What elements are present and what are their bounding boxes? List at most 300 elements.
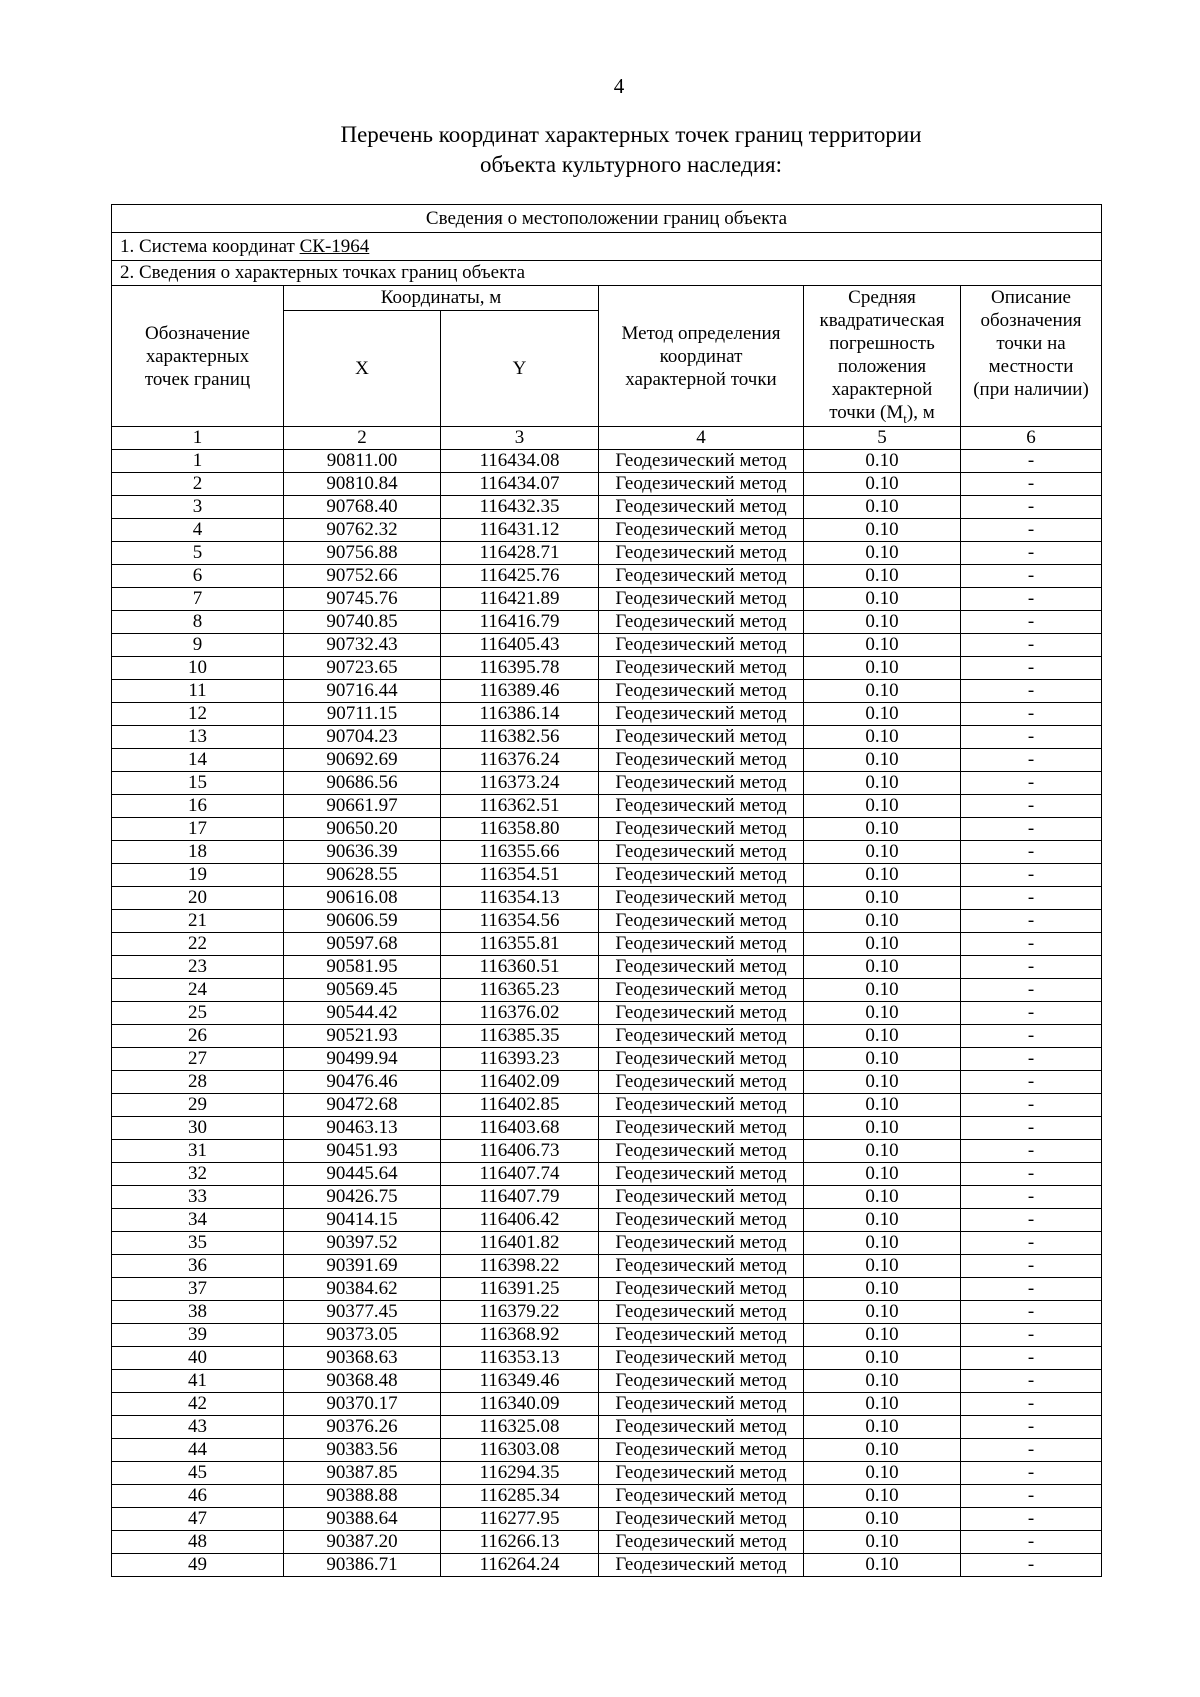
- cell-point: 23: [112, 956, 284, 979]
- cell-x: 90463.13: [284, 1117, 441, 1140]
- table-row: [112, 703, 1102, 726]
- cell-x: 90521.93: [284, 1025, 441, 1048]
- cell-y: 116353.13: [441, 1347, 599, 1370]
- cell-description: -: [961, 519, 1102, 542]
- cell-x: 90606.59: [284, 910, 441, 933]
- cell-y: 116431.12: [441, 519, 599, 542]
- cell-description: -: [961, 1508, 1102, 1531]
- cell-error: 0.10: [804, 1002, 961, 1025]
- col-header-y: Y: [441, 311, 599, 427]
- cell-error: 0.10: [804, 1301, 961, 1324]
- cell-method: Геодезический метод: [599, 1232, 804, 1255]
- cell-y: 116376.02: [441, 1002, 599, 1025]
- table-row: [112, 1370, 1102, 1393]
- table-row: [112, 1531, 1102, 1554]
- cell-point: 26: [112, 1025, 284, 1048]
- col-header-x: X: [284, 311, 441, 427]
- col-number: 5: [804, 427, 961, 450]
- cell-method: Геодезический метод: [599, 1462, 804, 1485]
- document-title: [0, 120, 1200, 180]
- cell-description: -: [961, 1531, 1102, 1554]
- cell-point: 29: [112, 1094, 284, 1117]
- table-row: [112, 1117, 1102, 1140]
- cell-method: Геодезический метод: [599, 450, 804, 473]
- cell-description: -: [961, 933, 1102, 956]
- cell-x: 90716.44: [284, 680, 441, 703]
- cell-method: Геодезический метод: [599, 1393, 804, 1416]
- cell-y: 116277.95: [441, 1508, 599, 1531]
- cell-error: 0.10: [804, 1071, 961, 1094]
- cell-y: 116402.85: [441, 1094, 599, 1117]
- cell-description: -: [961, 496, 1102, 519]
- cell-error: 0.10: [804, 519, 961, 542]
- cell-y: 116266.13: [441, 1531, 599, 1554]
- cell-description: -: [961, 887, 1102, 910]
- cell-point: 32: [112, 1163, 284, 1186]
- cell-method: Геодезический метод: [599, 1439, 804, 1462]
- table-row: [112, 565, 1102, 588]
- cell-x: 90384.62: [284, 1278, 441, 1301]
- cell-error: 0.10: [804, 1186, 961, 1209]
- cell-y: 116365.23: [441, 979, 599, 1002]
- cell-x: 90711.15: [284, 703, 441, 726]
- cell-description: -: [961, 703, 1102, 726]
- cell-error: 0.10: [804, 1416, 961, 1439]
- col-number: 3: [441, 427, 599, 450]
- cell-x: 90745.76: [284, 588, 441, 611]
- cell-y: 116354.13: [441, 887, 599, 910]
- cell-x: 90387.85: [284, 1462, 441, 1485]
- cell-x: 90544.42: [284, 1002, 441, 1025]
- cell-error: 0.10: [804, 956, 961, 979]
- table-row: [112, 1094, 1102, 1117]
- cell-description: -: [961, 542, 1102, 565]
- cell-description: -: [961, 1439, 1102, 1462]
- cell-y: 116385.35: [441, 1025, 599, 1048]
- cell-x: 90723.65: [284, 657, 441, 680]
- cell-y: 116325.08: [441, 1416, 599, 1439]
- cell-description: -: [961, 1094, 1102, 1117]
- cell-method: Геодезический метод: [599, 1347, 804, 1370]
- cell-x: 90686.56: [284, 772, 441, 795]
- cell-error: 0.10: [804, 680, 961, 703]
- cell-y: 116386.14: [441, 703, 599, 726]
- cell-description: -: [961, 680, 1102, 703]
- cell-description: -: [961, 818, 1102, 841]
- table-row: [112, 1347, 1102, 1370]
- table-row: [112, 887, 1102, 910]
- cell-error: 0.10: [804, 726, 961, 749]
- cell-method: Геодезический метод: [599, 726, 804, 749]
- coordinate-system-name: СК-1964: [299, 235, 370, 257]
- cell-x: 90499.94: [284, 1048, 441, 1071]
- cell-y: 116407.79: [441, 1186, 599, 1209]
- table-row: [112, 1232, 1102, 1255]
- table-body: [112, 450, 1102, 1577]
- cell-method: Геодезический метод: [599, 634, 804, 657]
- cell-method: Геодезический метод: [599, 1255, 804, 1278]
- cell-description: -: [961, 726, 1102, 749]
- cell-y: 116406.42: [441, 1209, 599, 1232]
- cell-error: 0.10: [804, 1278, 961, 1301]
- cell-point: 1: [112, 450, 284, 473]
- title-line-2: объекта культурного наследия:: [479, 152, 783, 177]
- cell-description: -: [961, 611, 1102, 634]
- col-header-error-sub: t: [903, 410, 907, 426]
- table-row: [112, 1439, 1102, 1462]
- cell-method: Геодезический метод: [599, 864, 804, 887]
- cell-x: 90445.64: [284, 1163, 441, 1186]
- cell-x: 90692.69: [284, 749, 441, 772]
- cell-description: -: [961, 1071, 1102, 1094]
- table-row: [112, 1186, 1102, 1209]
- cell-method: Геодезический метод: [599, 1071, 804, 1094]
- table-row: [112, 657, 1102, 680]
- cell-y: 116407.74: [441, 1163, 599, 1186]
- cell-method: Геодезический метод: [599, 887, 804, 910]
- table-row: [112, 956, 1102, 979]
- cell-y: 116398.22: [441, 1255, 599, 1278]
- cell-method: Геодезический метод: [599, 1531, 804, 1554]
- cell-method: Геодезический метод: [599, 956, 804, 979]
- table-row: [112, 749, 1102, 772]
- cell-error: 0.10: [804, 795, 961, 818]
- cell-error: 0.10: [804, 1324, 961, 1347]
- cell-point: 43: [112, 1416, 284, 1439]
- cell-x: 90472.68: [284, 1094, 441, 1117]
- cell-method: Геодезический метод: [599, 703, 804, 726]
- cell-y: 116434.07: [441, 473, 599, 496]
- cell-description: -: [961, 795, 1102, 818]
- cell-y: 116403.68: [441, 1117, 599, 1140]
- table-row: [112, 473, 1102, 496]
- cell-method: Геодезический метод: [599, 841, 804, 864]
- cell-method: Геодезический метод: [599, 1186, 804, 1209]
- table-row: [112, 450, 1102, 473]
- table-row: [112, 542, 1102, 565]
- cell-point: 30: [112, 1117, 284, 1140]
- cell-point: 20: [112, 887, 284, 910]
- cell-y: 116362.51: [441, 795, 599, 818]
- cell-error: 0.10: [804, 749, 961, 772]
- cell-y: 116340.09: [441, 1393, 599, 1416]
- cell-point: 49: [112, 1554, 284, 1577]
- cell-y: 116382.56: [441, 726, 599, 749]
- table-row: [112, 1462, 1102, 1485]
- table-row: [112, 1324, 1102, 1347]
- cell-point: 34: [112, 1209, 284, 1232]
- cell-point: 4: [112, 519, 284, 542]
- cell-method: Геодезический метод: [599, 1485, 804, 1508]
- cell-description: -: [961, 772, 1102, 795]
- cell-y: 116354.56: [441, 910, 599, 933]
- cell-point: 9: [112, 634, 284, 657]
- cell-description: -: [961, 841, 1102, 864]
- section-2-header: 2. Сведения о характерных точках границ объекта: [112, 261, 1102, 286]
- cell-y: 116402.09: [441, 1071, 599, 1094]
- cell-error: 0.10: [804, 818, 961, 841]
- cell-method: Геодезический метод: [599, 680, 804, 703]
- cell-error: 0.10: [804, 1117, 961, 1140]
- table-row: [112, 1209, 1102, 1232]
- col-header-error-suffix: ), м: [906, 402, 935, 423]
- cell-method: Геодезический метод: [599, 818, 804, 841]
- cell-point: 5: [112, 542, 284, 565]
- cell-description: -: [961, 1301, 1102, 1324]
- cell-x: 90383.56: [284, 1439, 441, 1462]
- cell-x: 90752.66: [284, 565, 441, 588]
- cell-y: 116354.51: [441, 864, 599, 887]
- cell-error: 0.10: [804, 772, 961, 795]
- cell-x: 90391.69: [284, 1255, 441, 1278]
- cell-method: Геодезический метод: [599, 1508, 804, 1531]
- cell-y: 116368.92: [441, 1324, 599, 1347]
- cell-method: Геодезический метод: [599, 565, 804, 588]
- cell-point: 17: [112, 818, 284, 841]
- table-row: [112, 772, 1102, 795]
- cell-y: 116389.46: [441, 680, 599, 703]
- cell-method: Геодезический метод: [599, 1416, 804, 1439]
- cell-x: 90397.52: [284, 1232, 441, 1255]
- cell-method: Геодезический метод: [599, 1002, 804, 1025]
- cell-method: Геодезический метод: [599, 772, 804, 795]
- cell-error: 0.10: [804, 611, 961, 634]
- cell-method: Геодезический метод: [599, 519, 804, 542]
- cell-x: 90373.05: [284, 1324, 441, 1347]
- column-number-row: [112, 427, 1102, 450]
- cell-error: 0.10: [804, 565, 961, 588]
- cell-point: 48: [112, 1531, 284, 1554]
- table-row: [112, 1163, 1102, 1186]
- cell-error: 0.10: [804, 841, 961, 864]
- coordinate-system-row: [112, 233, 1102, 261]
- cell-point: 45: [112, 1462, 284, 1485]
- cell-description: -: [961, 1393, 1102, 1416]
- cell-error: 0.10: [804, 1347, 961, 1370]
- coordinates-table: [111, 204, 1102, 1577]
- cell-x: 90569.45: [284, 979, 441, 1002]
- cell-point: 18: [112, 841, 284, 864]
- cell-y: 116395.78: [441, 657, 599, 680]
- col-header-point: Обозначение характерных точек границ: [112, 286, 284, 427]
- cell-error: 0.10: [804, 542, 961, 565]
- cell-method: Геодезический метод: [599, 496, 804, 519]
- cell-method: Геодезический метод: [599, 1554, 804, 1577]
- col-header-method: Метод определения координат характерной точки: [599, 286, 804, 427]
- cell-point: 7: [112, 588, 284, 611]
- cell-y: 116376.24: [441, 749, 599, 772]
- cell-error: 0.10: [804, 1209, 961, 1232]
- cell-point: 24: [112, 979, 284, 1002]
- cell-y: 116264.24: [441, 1554, 599, 1577]
- cell-error: 0.10: [804, 634, 961, 657]
- cell-error: 0.10: [804, 1508, 961, 1531]
- cell-error: 0.10: [804, 703, 961, 726]
- cell-point: 42: [112, 1393, 284, 1416]
- cell-description: -: [961, 979, 1102, 1002]
- cell-point: 19: [112, 864, 284, 887]
- table-main-header: Сведения о местоположении границ объекта: [112, 205, 1102, 233]
- cell-y: 116425.76: [441, 565, 599, 588]
- cell-method: Геодезический метод: [599, 473, 804, 496]
- cell-description: -: [961, 1485, 1102, 1508]
- cell-y: 116358.80: [441, 818, 599, 841]
- cell-error: 0.10: [804, 1370, 961, 1393]
- table-row: [112, 588, 1102, 611]
- cell-error: 0.10: [804, 979, 961, 1002]
- cell-x: 90476.46: [284, 1071, 441, 1094]
- cell-point: 11: [112, 680, 284, 703]
- coordinate-system-label: 1. Система координат: [120, 235, 300, 257]
- table-row: [112, 1255, 1102, 1278]
- cell-point: 14: [112, 749, 284, 772]
- table-row: [112, 1278, 1102, 1301]
- cell-description: -: [961, 749, 1102, 772]
- cell-point: 41: [112, 1370, 284, 1393]
- cell-method: Геодезический метод: [599, 795, 804, 818]
- cell-method: Геодезический метод: [599, 1094, 804, 1117]
- cell-x: 90414.15: [284, 1209, 441, 1232]
- cell-point: 44: [112, 1439, 284, 1462]
- cell-description: -: [961, 1140, 1102, 1163]
- table-row: [112, 841, 1102, 864]
- cell-x: 90377.45: [284, 1301, 441, 1324]
- cell-error: 0.10: [804, 910, 961, 933]
- cell-description: -: [961, 1554, 1102, 1577]
- cell-point: 31: [112, 1140, 284, 1163]
- cell-point: 33: [112, 1186, 284, 1209]
- cell-point: 37: [112, 1278, 284, 1301]
- col-number: 6: [961, 427, 1102, 450]
- col-number: 1: [112, 427, 284, 450]
- cell-y: 116416.79: [441, 611, 599, 634]
- table-row: [112, 910, 1102, 933]
- cell-description: -: [961, 1462, 1102, 1485]
- cell-point: 40: [112, 1347, 284, 1370]
- cell-x: 90376.26: [284, 1416, 441, 1439]
- cell-x: 90762.32: [284, 519, 441, 542]
- cell-description: -: [961, 634, 1102, 657]
- cell-x: 90368.63: [284, 1347, 441, 1370]
- table-row: [112, 1301, 1102, 1324]
- cell-method: Геодезический метод: [599, 1025, 804, 1048]
- cell-error: 0.10: [804, 1439, 961, 1462]
- cell-description: -: [961, 1255, 1102, 1278]
- cell-error: 0.10: [804, 1094, 961, 1117]
- cell-description: -: [961, 1186, 1102, 1209]
- cell-y: 116428.71: [441, 542, 599, 565]
- cell-description: -: [961, 956, 1102, 979]
- cell-description: -: [961, 1370, 1102, 1393]
- cell-error: 0.10: [804, 1163, 961, 1186]
- cell-y: 116294.35: [441, 1462, 599, 1485]
- cell-point: 13: [112, 726, 284, 749]
- cell-error: 0.10: [804, 1531, 961, 1554]
- cell-description: -: [961, 1117, 1102, 1140]
- table-row: [112, 634, 1102, 657]
- col-header-error-text: Средняя квадратическая погрешность положения характерной точки (M: [819, 287, 945, 423]
- cell-error: 0.10: [804, 864, 961, 887]
- cell-x: 90811.00: [284, 450, 441, 473]
- col-header-coordinates: Координаты, м: [284, 286, 599, 311]
- col-number: 2: [284, 427, 441, 450]
- cell-x: 90386.71: [284, 1554, 441, 1577]
- cell-description: -: [961, 1324, 1102, 1347]
- cell-x: 90756.88: [284, 542, 441, 565]
- cell-error: 0.10: [804, 496, 961, 519]
- cell-method: Геодезический метод: [599, 611, 804, 634]
- cell-method: Геодезический метод: [599, 1048, 804, 1071]
- cell-y: 116434.08: [441, 450, 599, 473]
- cell-method: Геодезический метод: [599, 1140, 804, 1163]
- cell-description: -: [961, 1232, 1102, 1255]
- cell-description: -: [961, 657, 1102, 680]
- cell-x: 90628.55: [284, 864, 441, 887]
- cell-x: 90704.23: [284, 726, 441, 749]
- table-row: [112, 1554, 1102, 1577]
- cell-error: 0.10: [804, 1255, 961, 1278]
- cell-point: 15: [112, 772, 284, 795]
- cell-method: Геодезический метод: [599, 749, 804, 772]
- cell-y: 116391.25: [441, 1278, 599, 1301]
- cell-point: 35: [112, 1232, 284, 1255]
- cell-description: -: [961, 565, 1102, 588]
- cell-point: 22: [112, 933, 284, 956]
- cell-error: 0.10: [804, 473, 961, 496]
- cell-method: Геодезический метод: [599, 1117, 804, 1140]
- table-row: [112, 1071, 1102, 1094]
- cell-error: 0.10: [804, 1140, 961, 1163]
- cell-x: 90768.40: [284, 496, 441, 519]
- cell-point: 21: [112, 910, 284, 933]
- cell-error: 0.10: [804, 933, 961, 956]
- cell-error: 0.10: [804, 588, 961, 611]
- cell-x: 90740.85: [284, 611, 441, 634]
- table-row: [112, 1393, 1102, 1416]
- cell-point: 12: [112, 703, 284, 726]
- cell-error: 0.10: [804, 1048, 961, 1071]
- cell-description: -: [961, 1048, 1102, 1071]
- cell-x: 90388.64: [284, 1508, 441, 1531]
- cell-x: 90387.20: [284, 1531, 441, 1554]
- cell-y: 116355.66: [441, 841, 599, 864]
- cell-x: 90661.97: [284, 795, 441, 818]
- cell-description: -: [961, 450, 1102, 473]
- cell-x: 90810.84: [284, 473, 441, 496]
- cell-y: 116355.81: [441, 933, 599, 956]
- cell-error: 0.10: [804, 1025, 961, 1048]
- cell-description: -: [961, 1209, 1102, 1232]
- cell-y: 116373.24: [441, 772, 599, 795]
- cell-point: 46: [112, 1485, 284, 1508]
- cell-y: 116432.35: [441, 496, 599, 519]
- table-row: [112, 979, 1102, 1002]
- cell-point: 3: [112, 496, 284, 519]
- table-row: [112, 1416, 1102, 1439]
- cell-error: 0.10: [804, 1485, 961, 1508]
- table-row: [112, 933, 1102, 956]
- cell-x: 90370.17: [284, 1393, 441, 1416]
- cell-x: 90650.20: [284, 818, 441, 841]
- cell-error: 0.10: [804, 450, 961, 473]
- title-line-1: Перечень координат характерных точек границ территории: [340, 122, 922, 147]
- cell-y: 116393.23: [441, 1048, 599, 1071]
- table-row: [112, 1508, 1102, 1531]
- cell-y: 116303.08: [441, 1439, 599, 1462]
- cell-description: -: [961, 1025, 1102, 1048]
- col-number: 4: [599, 427, 804, 450]
- cell-y: 116406.73: [441, 1140, 599, 1163]
